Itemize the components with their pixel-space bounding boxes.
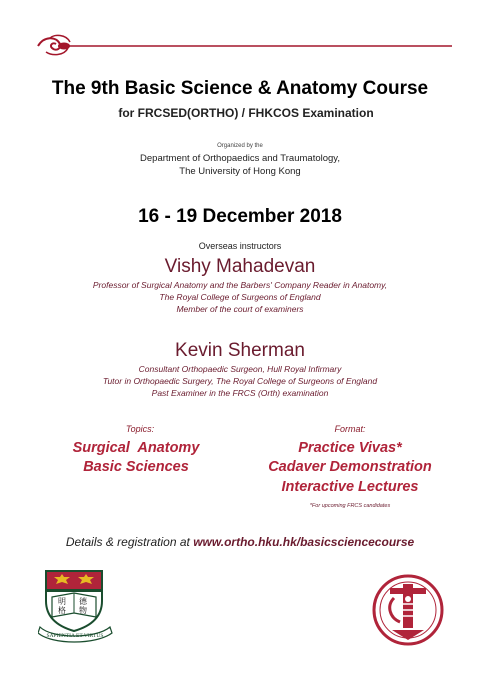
hku-char: 德 <box>79 597 87 606</box>
hku-motto: SAPIENTIA ET VIRTUS <box>46 633 104 639</box>
instructor-title-line: Consultant Orthopaedic Surgeon, Hull Royal Infirmary <box>138 364 342 374</box>
topics-heading: Topics: <box>125 424 155 434</box>
instructors-heading: Overseas instructors <box>198 241 282 251</box>
hku-char: 明 <box>58 597 66 606</box>
course-title: The 9th Basic Science & Anatomy Course <box>51 78 429 99</box>
decorative-flourish-line <box>36 34 452 58</box>
format-item: Practice Vivas* <box>298 440 402 456</box>
topic-item: Surgical Anatomy <box>72 440 200 456</box>
format-item: Interactive Lectures <box>281 479 419 495</box>
instructor-title-line: Professor of Surgical Anatomy and the Barbers' Company Reader in Anatomy, <box>92 280 388 290</box>
registration-link[interactable]: www.ortho.hku.hk/basicsciencecourse <box>193 535 415 549</box>
organizer-department: Department of Orthopaedics and Traumatology, <box>140 153 340 164</box>
registration-details <box>0 535 480 549</box>
instructor-title-line: The Royal College of Surgeons of England <box>159 292 321 302</box>
instructor-title-line: Member of the court of examiners <box>176 304 304 314</box>
course-subtitle: for FRCSED(ORTHO) / FHKCOS Examination <box>118 106 374 120</box>
instructor-title-line: Past Examiner in the FRCS (Orth) examination <box>151 388 329 398</box>
topic-item: Basic Sciences <box>83 459 189 475</box>
registration-prefix: Details & registration at <box>65 535 194 549</box>
orthopaedics-department-logo <box>372 570 444 652</box>
instructor-name: Vishy Mahadevan <box>164 256 316 277</box>
format-footnote: *For upcoming FRCS candidates <box>309 503 391 509</box>
course-dates: 16 - 19 December 2018 <box>138 206 342 227</box>
hku-crest-logo <box>38 567 118 645</box>
hku-char: 格 <box>58 606 66 615</box>
instructor-name: Kevin Sherman <box>175 340 305 361</box>
format-heading: Format: <box>334 424 366 434</box>
organizer-university: The University of Hong Kong <box>179 166 301 177</box>
hku-char: 物 <box>79 606 87 615</box>
organized-by-label: Organized by the <box>217 143 263 149</box>
format-item: Cadaver Demonstration <box>268 459 432 475</box>
instructor-title-line: Tutor in Orthopaedic Surgery, The Royal College of Surgeons of England <box>102 376 378 386</box>
